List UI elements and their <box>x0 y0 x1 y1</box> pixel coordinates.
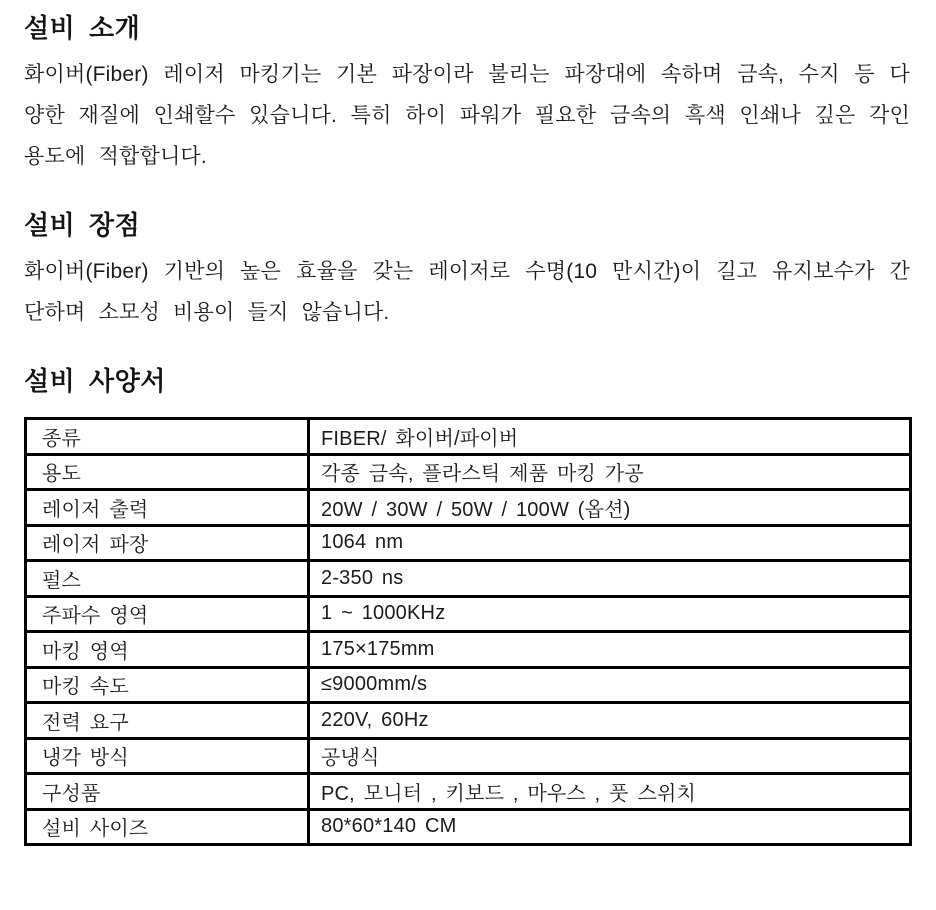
spec-row-value: 1064 nm <box>309 525 911 561</box>
table-row <box>26 419 911 455</box>
table-row <box>26 525 911 561</box>
table-row <box>26 738 911 774</box>
table-row <box>26 596 911 632</box>
spec-row-value: 20W / 30W / 50W / 100W (옵션) <box>309 490 911 526</box>
paragraph-equipment-advantages: 화이버(Fiber) 기반의 높은 효율을 갖는 레이저로 수명(10 만시간)이 길고 유지보수가 간단하며 소모성 비용이 들지 않습니다. <box>24 260 910 324</box>
spec-row-label: 용도 <box>26 454 309 490</box>
spec-row-label: 주파수 영역 <box>26 596 309 632</box>
spec-row-label: 레이저 출력 <box>26 490 309 526</box>
spec-row-label: 전력 요구 <box>26 703 309 739</box>
spec-row-value: 2-350 ns <box>309 561 911 597</box>
section-equipment-intro <box>24 12 910 177</box>
spec-row-label: 구성품 <box>26 774 309 810</box>
section-equipment-advantages <box>24 209 910 333</box>
spec-row-value: 1 ~ 1000KHz <box>309 596 911 632</box>
table-row <box>26 703 911 739</box>
spec-row-label: 레이저 파장 <box>26 525 309 561</box>
spec-row-label: 마킹 영역 <box>26 632 309 668</box>
table-row <box>26 774 911 810</box>
heading-equipment-advantages: 설비 장점 <box>24 210 141 240</box>
table-row <box>26 490 911 526</box>
table-row <box>26 667 911 703</box>
spec-row-label: 펄스 <box>26 561 309 597</box>
spec-row-value: FIBER/ 화이버/파이버 <box>309 419 911 455</box>
spec-row-value: 220V, 60Hz <box>309 703 911 739</box>
spec-row-label: 종류 <box>26 419 309 455</box>
spec-row-label: 마킹 속도 <box>26 667 309 703</box>
table-row <box>26 632 911 668</box>
spec-row-label: 설비 사이즈 <box>26 809 309 845</box>
spec-row-label: 냉각 방식 <box>26 738 309 774</box>
spec-table <box>24 417 912 846</box>
spec-row-value: 175×175mm <box>309 632 911 668</box>
spec-row-value: ≤9000mm/s <box>309 667 911 703</box>
paragraph-equipment-intro: 화이버(Fiber) 레이저 마킹기는 기본 파장이라 불리는 파장대에 속하며 금속, 수지 등 다양한 재질에 인쇄할수 있습니다. 특히 하이 파워가 필요한 금속의 흑색 인쇄나 깊은 각인 용도에 적합합니다. <box>24 63 910 168</box>
table-row <box>26 561 911 597</box>
heading-equipment-specs: 설비 사양서 <box>24 366 166 396</box>
heading-equipment-intro: 설비 소개 <box>24 13 141 43</box>
spec-row-value: PC, 모니터 , 키보드 , 마우스 , 풋 스위치 <box>309 774 911 810</box>
spec-row-value: 공냉식 <box>309 738 911 774</box>
spec-row-value: 각종 금속, 플라스틱 제품 마킹 가공 <box>309 454 911 490</box>
section-equipment-specs <box>24 365 910 846</box>
spec-row-value: 80*60*140 CM <box>309 809 911 845</box>
table-row <box>26 454 911 490</box>
table-row <box>26 809 911 845</box>
